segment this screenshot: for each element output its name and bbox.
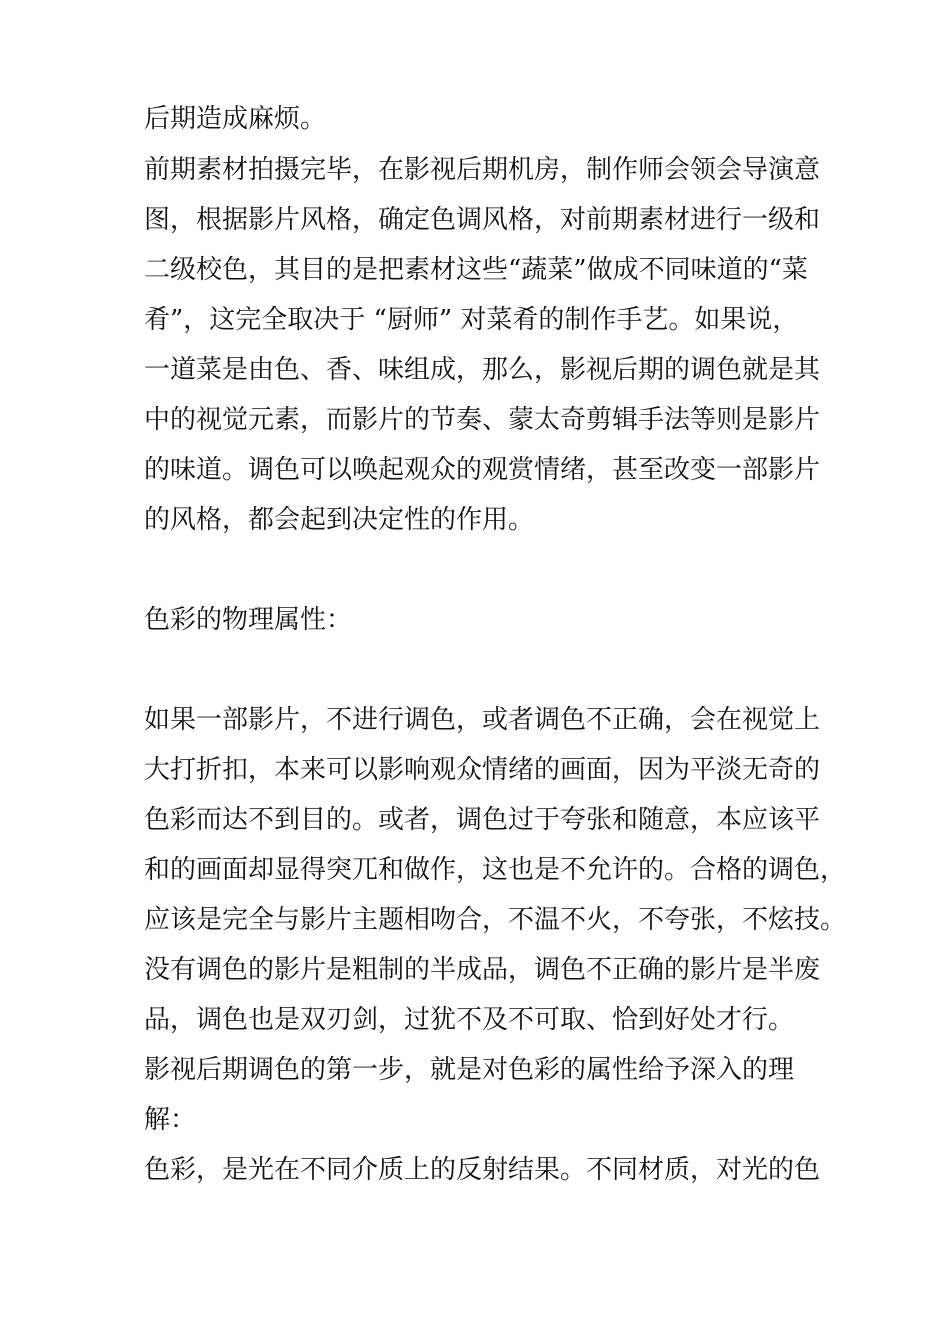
paragraph-line: 前期素材拍摄完毕，在影视后期机房，制作师会领会导演意 <box>144 155 821 185</box>
paragraph-line: 二级校色，其目的是把素材这些“蔬菜”做成不同味道的“菜 <box>144 255 808 285</box>
paragraph-line: 图，根据影片风格，确定色调风格，对前期素材进行一级和 <box>144 205 821 235</box>
paragraph-line: 大打折扣，本来可以影响观众情绪的画面，因为平淡无奇的 <box>144 755 821 785</box>
paragraph-line: 色彩而达不到目的。或者，调色过于夸张和随意，本应该平 <box>144 805 821 835</box>
paragraph-line: 后期造成麻烦。 <box>144 104 327 134</box>
paragraph-line: 一道菜是由色、香、味组成，那么，影视后期的调色就是其 <box>144 355 821 385</box>
paragraph-line: 应该是完全与影片主题相吻合，不温不火，不夸张，不炫技。 <box>144 905 847 935</box>
paragraph-line: 没有调色的影片是粗制的半成品，调色不正确的影片是半废 <box>144 955 821 985</box>
paragraph-line: 影视后期调色的第一步，就是对色彩的属性给予深入的理 <box>144 1055 795 1085</box>
paragraph-line: 和的画面却显得突兀和做作，这也是不允许的。合格的调色， <box>144 855 847 885</box>
paragraph-line: 的味道。调色可以唤起观众的观赏情绪，甚至改变一部影片 <box>144 455 821 485</box>
paragraph-line: 品，调色也是双刃剑，过犹不及不可取、恰到好处才行。 <box>144 1005 795 1035</box>
paragraph-line: 解： <box>144 1105 197 1135</box>
paragraph-line: 色彩，是光在不同介质上的反射结果。不同材质，对光的色 <box>144 1155 821 1185</box>
paragraph-line: 的风格，都会起到决定性的作用。 <box>144 505 535 535</box>
paragraph-line: 肴”，这完全取决于 “厨师” 对菜肴的制作手艺。如果说， <box>144 305 799 335</box>
section-heading: 色彩的物理属性： <box>144 605 353 635</box>
paragraph-line: 中的视觉元素，而影片的节奏、蒙太奇剪辑手法等则是影片 <box>144 405 821 435</box>
paragraph-line: 如果一部影片，不进行调色，或者调色不正确，会在视觉上 <box>144 705 821 735</box>
